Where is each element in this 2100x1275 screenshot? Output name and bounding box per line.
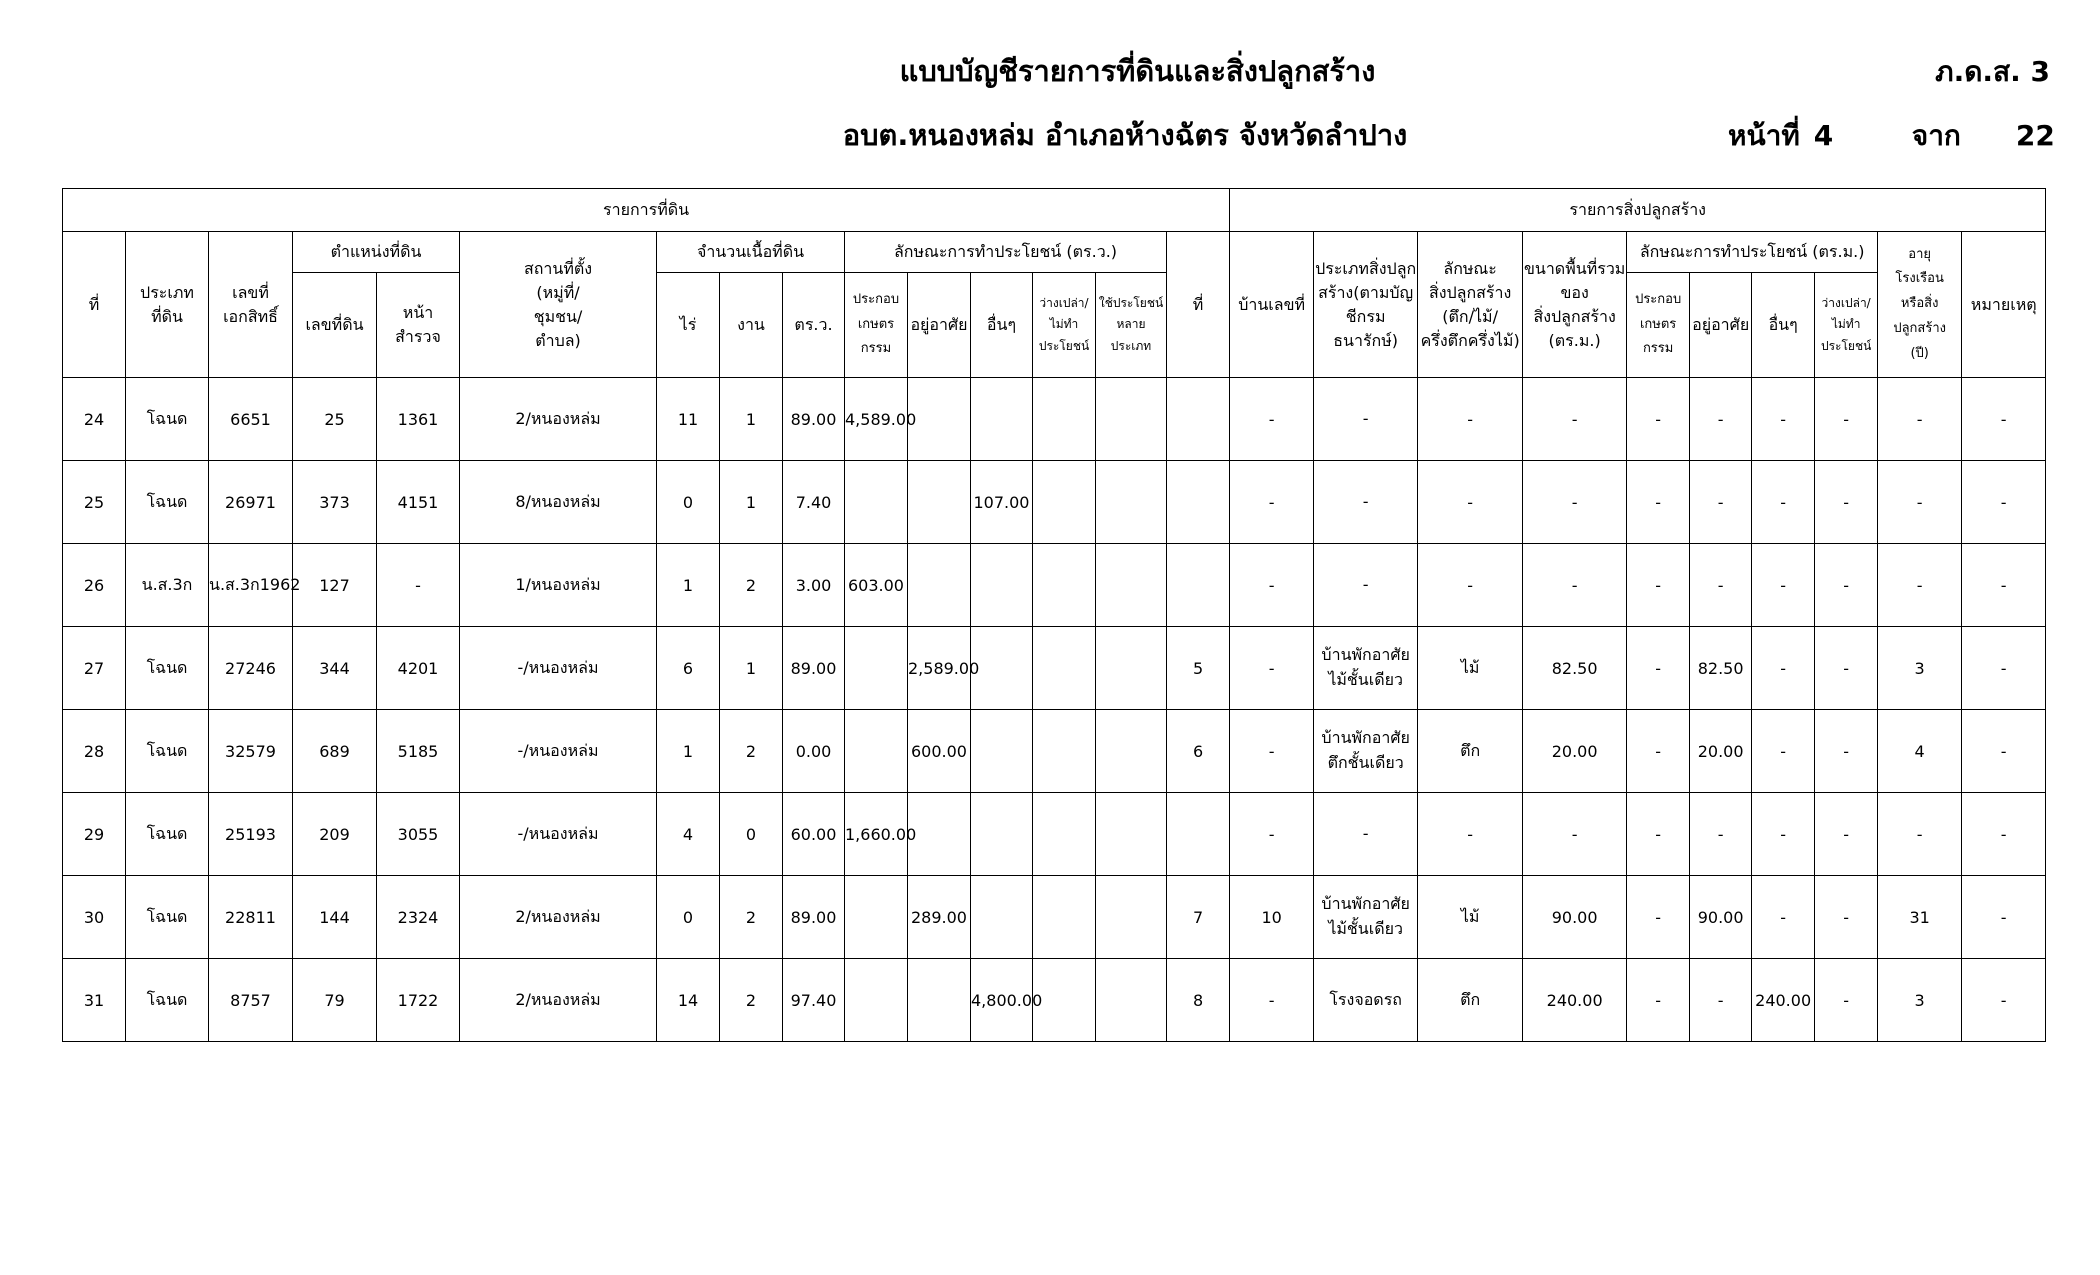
- table-cell: -: [1627, 793, 1690, 876]
- table-cell: -: [377, 544, 460, 627]
- col-building-age: อายุ โรงเรือน หรือสิ่ง ปลูกสร้าง (ปี): [1878, 232, 1962, 378]
- col-ngan: งาน: [720, 273, 783, 378]
- table-cell: [1096, 544, 1167, 627]
- table-cell: 3: [1878, 959, 1962, 1042]
- page-label: หน้าที่: [1728, 119, 1800, 152]
- table-cell: 6: [657, 627, 720, 710]
- table-cell: 30: [63, 876, 126, 959]
- table-cell: -: [1418, 793, 1523, 876]
- col-survey-page: หน้า สำรวจ: [377, 273, 460, 378]
- table-cell: 8: [1167, 959, 1230, 1042]
- table-cell: 2: [720, 959, 783, 1042]
- table-cell: [845, 627, 908, 710]
- table-cell: 7: [1167, 876, 1230, 959]
- table-cell: 209: [293, 793, 377, 876]
- table-row: [63, 710, 2046, 793]
- table-cell: -: [1815, 461, 1878, 544]
- table-cell: -: [1752, 627, 1815, 710]
- table-cell: ไม้: [1418, 876, 1523, 959]
- table-cell: 4: [1878, 710, 1962, 793]
- table-cell: 2/หนองหล่ม: [460, 876, 657, 959]
- table-cell: -: [1230, 959, 1314, 1042]
- table-cell: -: [1523, 544, 1627, 627]
- table-cell: 1,660.00: [845, 793, 908, 876]
- col-location: สถานที่ตั้ง (หมู่ที่/ ชุมชน/ ตำบล): [460, 232, 657, 378]
- table-row: [63, 627, 2046, 710]
- table-cell: -: [1230, 461, 1314, 544]
- table-cell: 11: [657, 378, 720, 461]
- table-cell: -: [1962, 378, 2046, 461]
- table-cell: [1096, 378, 1167, 461]
- table-cell: -: [1690, 544, 1752, 627]
- table-cell: 6651: [209, 378, 293, 461]
- table-cell: 4: [657, 793, 720, 876]
- table-cell: ตึก: [1418, 959, 1523, 1042]
- table-cell: -: [1418, 544, 1523, 627]
- table-cell: โฉนด: [126, 710, 209, 793]
- table-cell: [1033, 378, 1096, 461]
- table-cell: ไม้: [1418, 627, 1523, 710]
- table-cell: -: [1878, 461, 1962, 544]
- table-cell: -: [1230, 793, 1314, 876]
- table-cell: [1033, 461, 1096, 544]
- table-cell: 8/หนองหล่ม: [460, 461, 657, 544]
- table-cell: 31: [1878, 876, 1962, 959]
- table-cell: 25193: [209, 793, 293, 876]
- table-cell: -: [1962, 959, 2046, 1042]
- table-cell: -/หนองหล่ม: [460, 710, 657, 793]
- table-cell: 107.00: [971, 461, 1033, 544]
- col-building-use: ลักษณะการทำประโยชน์ (ตร.ม.): [1627, 232, 1878, 273]
- page-of-label: จาก: [1911, 119, 1961, 152]
- table-row: [63, 378, 2046, 461]
- col-building-area: ขนาดพื้นที่รวม ของ สิ่งปลูกสร้าง (ตร.ม.): [1523, 232, 1627, 378]
- table-cell: -: [1230, 378, 1314, 461]
- table-cell: [1033, 627, 1096, 710]
- table-cell: 89.00: [783, 378, 845, 461]
- table-cell: 1: [720, 461, 783, 544]
- table-cell: -: [1815, 627, 1878, 710]
- table-cell: 2/หนองหล่ม: [460, 959, 657, 1042]
- table-cell: [1033, 876, 1096, 959]
- table-cell: 373: [293, 461, 377, 544]
- table-cell: -: [1523, 793, 1627, 876]
- page-subtitle: อบต.หนองหล่ม อำเภอห้างฉัตร จังหวัดลำปาง: [842, 118, 1408, 152]
- col-b-use-agri: ประกอบ เกษตร กรรม: [1627, 273, 1690, 378]
- table-cell: 20.00: [1523, 710, 1627, 793]
- table-cell: 90.00: [1523, 876, 1627, 959]
- table-cell: [971, 378, 1033, 461]
- table-cell: 5: [1167, 627, 1230, 710]
- table-cell: [971, 793, 1033, 876]
- col-no: ที่: [63, 232, 126, 378]
- table-cell: -: [1815, 544, 1878, 627]
- table-cell: 26971: [209, 461, 293, 544]
- table-cell: -: [1878, 378, 1962, 461]
- page-title: แบบบัญชีรายการที่ดินและสิ่งปลูกสร้าง: [899, 54, 1376, 88]
- table-cell: [1096, 461, 1167, 544]
- land-building-table: [62, 188, 2046, 1042]
- table-cell: 1361: [377, 378, 460, 461]
- table-cell: 29: [63, 793, 126, 876]
- col-house-no: บ้านเลขที่: [1230, 232, 1314, 378]
- table-cell: -/หนองหล่ม: [460, 627, 657, 710]
- col-use-agri: ประกอบ เกษตร กรรม: [845, 273, 908, 378]
- table-cell: โฉนด: [126, 876, 209, 959]
- table-cell: 4201: [377, 627, 460, 710]
- table-cell: โฉนด: [126, 959, 209, 1042]
- table-cell: โฉนด: [126, 461, 209, 544]
- table-cell: 1: [657, 544, 720, 627]
- table-cell: 1: [720, 378, 783, 461]
- table-cell: 10: [1230, 876, 1314, 959]
- table-cell: [845, 959, 908, 1042]
- table-cell: 82.50: [1690, 627, 1752, 710]
- table-cell: [908, 461, 971, 544]
- col-land-type: ประเภท ที่ดิน: [126, 232, 209, 378]
- table-row: [63, 876, 2046, 959]
- table-cell: 3: [1878, 627, 1962, 710]
- page-indicator: [1728, 114, 2055, 158]
- table-cell: 0: [657, 876, 720, 959]
- table-cell: -: [1815, 378, 1878, 461]
- table-cell: 97.40: [783, 959, 845, 1042]
- table-cell: -: [1690, 461, 1752, 544]
- col-building-no: ที่: [1167, 232, 1230, 378]
- table-cell: 1: [720, 627, 783, 710]
- table-cell: 27: [63, 627, 126, 710]
- table-cell: 289.00: [908, 876, 971, 959]
- table-cell: โฉนด: [126, 793, 209, 876]
- table-cell: 1: [657, 710, 720, 793]
- table-cell: -: [1752, 876, 1815, 959]
- table-cell: -: [1752, 710, 1815, 793]
- table-cell: -: [1878, 544, 1962, 627]
- table-cell: [845, 710, 908, 793]
- table-cell: บ้านพักอาศัยไม้ชั้นเดียว: [1314, 627, 1418, 710]
- table-cell: -: [1627, 710, 1690, 793]
- col-building-type: ประเภทสิ่งปลูก สร้าง(ตามบัญ ชีกรมธนารักษ์): [1314, 232, 1418, 378]
- table-cell: [908, 378, 971, 461]
- table-cell: -/หนองหล่ม: [460, 793, 657, 876]
- table-cell: ตึก: [1418, 710, 1523, 793]
- table-cell: -: [1962, 544, 2046, 627]
- building-group-header: รายการสิ่งปลูกสร้าง: [1230, 189, 2046, 232]
- table-cell: -: [1230, 627, 1314, 710]
- col-parcel-no: เลขที่ดิน: [293, 273, 377, 378]
- table-cell: -: [1752, 793, 1815, 876]
- table-cell: 25: [63, 461, 126, 544]
- col-deed-no: เลขที่ เอกสิทธิ์: [209, 232, 293, 378]
- table-cell: [908, 959, 971, 1042]
- table-cell: -: [1752, 461, 1815, 544]
- table-cell: 82.50: [1523, 627, 1627, 710]
- table-cell: -: [1962, 876, 2046, 959]
- col-b-use-other: อื่นๆ: [1752, 273, 1815, 378]
- land-group-header: รายการที่ดิน: [63, 189, 1230, 232]
- table-row: [63, 461, 2046, 544]
- table-cell: -: [1314, 461, 1418, 544]
- table-cell: [971, 710, 1033, 793]
- table-cell: -: [1878, 793, 1962, 876]
- table-cell: -: [1314, 793, 1418, 876]
- table-cell: -: [1314, 544, 1418, 627]
- col-sq-wa: ตร.ว.: [783, 273, 845, 378]
- table-cell: -: [1752, 378, 1815, 461]
- page-number: 4: [1813, 119, 1834, 152]
- table-cell: โฉนด: [126, 378, 209, 461]
- table-cell: -: [1418, 461, 1523, 544]
- table-cell: -: [1690, 959, 1752, 1042]
- table-cell: 0: [657, 461, 720, 544]
- table-cell: 2: [720, 876, 783, 959]
- table-cell: 89.00: [783, 876, 845, 959]
- table-cell: 31: [63, 959, 126, 1042]
- table-cell: 24: [63, 378, 126, 461]
- table-cell: [1033, 544, 1096, 627]
- page-total: 22: [2015, 119, 2055, 152]
- table-cell: 144: [293, 876, 377, 959]
- table-cell: 4151: [377, 461, 460, 544]
- table-cell: [1033, 793, 1096, 876]
- table-cell: [1096, 710, 1167, 793]
- table-cell: 28: [63, 710, 126, 793]
- table-cell: [971, 544, 1033, 627]
- table-cell: 25: [293, 378, 377, 461]
- col-land-use: ลักษณะการทำประโยชน์ (ตร.ว.): [845, 232, 1167, 273]
- table-cell: -: [1627, 544, 1690, 627]
- table-cell: น.ส.3ก1962: [209, 544, 293, 627]
- table-row: [63, 544, 2046, 627]
- table-cell: -: [1627, 627, 1690, 710]
- table-cell: 2: [720, 544, 783, 627]
- table-cell: -: [1962, 710, 2046, 793]
- table-cell: [1167, 793, 1230, 876]
- table-cell: 1/หนองหล่ม: [460, 544, 657, 627]
- table-cell: -: [1230, 710, 1314, 793]
- table-cell: -: [1815, 959, 1878, 1042]
- table-cell: -: [1962, 627, 2046, 710]
- table-row: [63, 793, 2046, 876]
- table-cell: -: [1690, 378, 1752, 461]
- col-remarks: หมายเหตุ: [1962, 232, 2046, 378]
- table-cell: 0: [720, 793, 783, 876]
- col-use-other: อื่นๆ: [971, 273, 1033, 378]
- col-use-mixed: ใช้ประโยชน์ หลาย ประเภท: [1096, 273, 1167, 378]
- table-cell: 3.00: [783, 544, 845, 627]
- table-cell: 0.00: [783, 710, 845, 793]
- table-cell: [908, 544, 971, 627]
- col-building-kind: ลักษณะ สิ่งปลูกสร้าง (ตึก/ไม้/ ครึ่งตึกครึ่งไม้): [1418, 232, 1523, 378]
- table-cell: 127: [293, 544, 377, 627]
- table-cell: บ้านพักอาศัยไม้ชั้นเดียว: [1314, 876, 1418, 959]
- table-cell: น.ส.3ก: [126, 544, 209, 627]
- table-cell: -: [1962, 793, 2046, 876]
- table-cell: [1096, 627, 1167, 710]
- table-cell: -: [1815, 793, 1878, 876]
- table-cell: [1096, 793, 1167, 876]
- table-cell: -: [1815, 876, 1878, 959]
- table-cell: [1167, 544, 1230, 627]
- table-cell: -: [1962, 461, 2046, 544]
- table-cell: 3055: [377, 793, 460, 876]
- table-cell: -: [1627, 461, 1690, 544]
- col-use-vacant: ว่างเปล่า/ ไม่ทำ ประโยชน์: [1033, 273, 1096, 378]
- form-code: ภ.ด.ส. 3: [1935, 55, 2050, 88]
- table-cell: [1167, 461, 1230, 544]
- table-cell: [971, 876, 1033, 959]
- table-cell: -: [1523, 378, 1627, 461]
- table-cell: -: [1752, 544, 1815, 627]
- table-cell: 5185: [377, 710, 460, 793]
- table-cell: บ้านพักอาศัยตึกชั้นเดียว: [1314, 710, 1418, 793]
- table-cell: -: [1627, 378, 1690, 461]
- table-cell: [1096, 959, 1167, 1042]
- table-cell: 32579: [209, 710, 293, 793]
- table-cell: -: [1418, 378, 1523, 461]
- table-cell: โฉนด: [126, 627, 209, 710]
- table-cell: [1167, 378, 1230, 461]
- table-cell: -: [1627, 959, 1690, 1042]
- table-cell: 79: [293, 959, 377, 1042]
- table-cell: [1033, 710, 1096, 793]
- table-cell: 240.00: [1752, 959, 1815, 1042]
- table-cell: 344: [293, 627, 377, 710]
- table-body: [63, 378, 2046, 1042]
- col-land-area: จำนวนเนื้อที่ดิน: [657, 232, 845, 273]
- table-cell: 603.00: [845, 544, 908, 627]
- table-cell: 2/หนองหล่ม: [460, 378, 657, 461]
- table-cell: [908, 793, 971, 876]
- table-cell: โรงจอดรถ: [1314, 959, 1418, 1042]
- table-cell: -: [1627, 876, 1690, 959]
- table-cell: -: [1230, 544, 1314, 627]
- table-cell: 20.00: [1690, 710, 1752, 793]
- table-cell: 2324: [377, 876, 460, 959]
- table-cell: 1722: [377, 959, 460, 1042]
- table-cell: 240.00: [1523, 959, 1627, 1042]
- table-cell: 2,589.00: [908, 627, 971, 710]
- table-cell: -: [1523, 461, 1627, 544]
- table-cell: 689: [293, 710, 377, 793]
- table-cell: 27246: [209, 627, 293, 710]
- table-row: [63, 959, 2046, 1042]
- table-cell: [1096, 876, 1167, 959]
- table-cell: 600.00: [908, 710, 971, 793]
- table-cell: 2: [720, 710, 783, 793]
- table-cell: 4,589.00: [845, 378, 908, 461]
- table-cell: 26: [63, 544, 126, 627]
- table-cell: 60.00: [783, 793, 845, 876]
- table-cell: 14: [657, 959, 720, 1042]
- table-cell: [845, 876, 908, 959]
- col-land-position: ตำแหน่งที่ดิน: [293, 232, 460, 273]
- table-cell: 6: [1167, 710, 1230, 793]
- table-cell: 90.00: [1690, 876, 1752, 959]
- table-cell: -: [1815, 710, 1878, 793]
- table-cell: 7.40: [783, 461, 845, 544]
- table-cell: 22811: [209, 876, 293, 959]
- table-cell: [971, 627, 1033, 710]
- col-rai: ไร่: [657, 273, 720, 378]
- col-b-use-residential: อยู่อาศัย: [1690, 273, 1752, 378]
- table-cell: 89.00: [783, 627, 845, 710]
- table-cell: 8757: [209, 959, 293, 1042]
- table-cell: -: [1314, 378, 1418, 461]
- table-cell: 4,800.00: [971, 959, 1033, 1042]
- col-use-residential: อยู่อาศัย: [908, 273, 971, 378]
- col-b-use-vacant: ว่างเปล่า/ ไม่ทำ ประโยชน์: [1815, 273, 1878, 378]
- table-cell: -: [1690, 793, 1752, 876]
- table-cell: [845, 461, 908, 544]
